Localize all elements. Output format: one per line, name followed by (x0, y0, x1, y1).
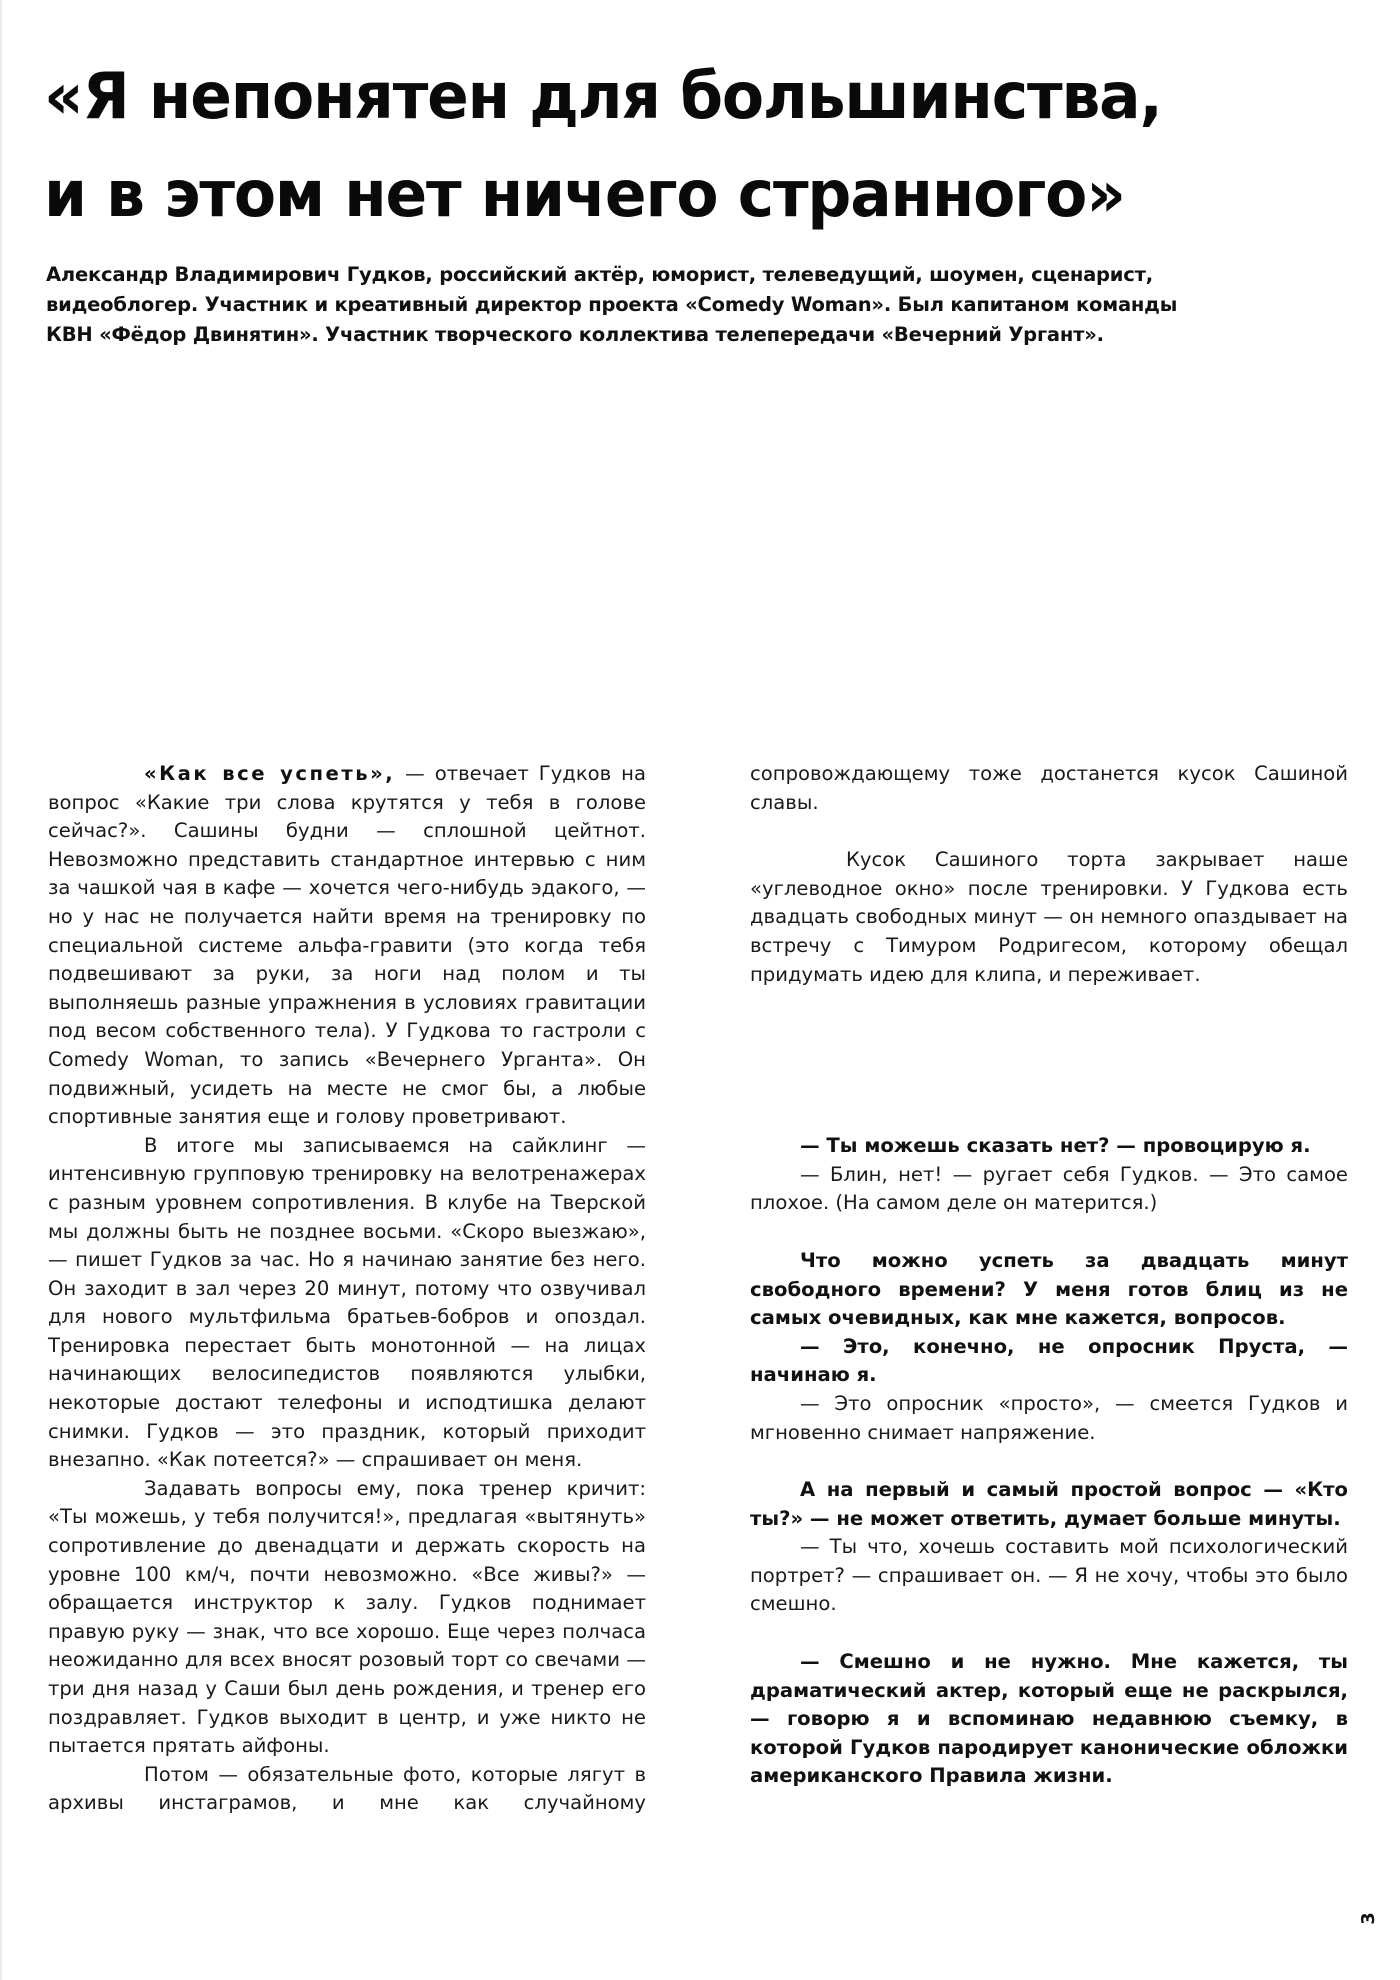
article-lead (46, 260, 1346, 350)
article-title (44, 48, 1311, 244)
page-edge (0, 0, 2, 1980)
lead-line: видеоблогер. Участник и креативный директор проекта «Comedy Woman». Был капитаном команды (46, 293, 1178, 316)
answer-quote: «Как все успеть», (144, 762, 396, 785)
paragraph (48, 760, 646, 1132)
title-line: и в этом нет ничего странного» (44, 158, 1125, 232)
title-line: «Я непонятен для большинства, (44, 60, 1162, 134)
interview-question: — Смешно и не нужно. Мне кажется, ты драматический актер, который еще не раскрылся, — говорю я и вспоминаю недавнюю съемку, в которой Гудков пародирует канонические обложки американского Правила жизни. (750, 1650, 1348, 1788)
paragraph: Задавать вопросы ему, пока тренер кричит: «Ты можешь, у тебя получится!», предлагая «вытянуть» сопротивление до двенадцати и держать скорость на уровне 100 км/ч, почти невозможно. «Все живы?» — обращается инструктор к залу. Гудков поднимает правую руку — знак, что все хорошо. Еще через полчаса неожиданно для всех вносят розовый торт со свечами — три дня назад у Саши был день рождения, и тренер его поздравляет. Гудков выходит в центр, и уже никто не пытается прятать айфоны. (48, 1476, 646, 1758)
paragraph: В итоге мы записываемся на сайклинг — интенсивную групповую тренировку на велотренажерах с разным уровнем сопротивления. В клубе на Тверской мы должны быть не позднее восьми. «Скоро выезжаю», — пишет Гудков за час. Но я начинаю занятие без него. Он заходит в зал через 20 минут, потому что озвучивал для нового мультфильма братьев-бобров и опоздал. Тренировка перестает быть монотонной — на лицах начинающих велосипедистов появляются улыбки, некоторые достают телефоны и исподтишка делают снимки. Гудков — это праздник, который приходит внезапно. «Как потеется?» — спрашивает он меня. (48, 1133, 646, 1472)
left-column (48, 760, 646, 1818)
interview-answer: — Блин, нет! — ругает себя Гудков. — Это самое плохое. (На самом деле он матерится.) (750, 1162, 1348, 1215)
paragraph: Кусок Сашиного торта закрывает наше «углеводное окно» после тренировки. У Гудкова есть двадцать свободных минут — он немного опаздывает на встречу с Тимуром Родригесом, которому обещал придумать идею для клипа, и переживает. (750, 848, 1348, 986)
interview-answer: — Ты что, хочешь составить мой психологический портрет? — спрашивает он. — Я не хочу, чтобы это было смешно. (750, 1535, 1348, 1616)
paragraph: Потом — обязательные фото, которые лягут в архивы инстаграмов, и мне как случайному (48, 1762, 646, 1815)
interview-question: А на первый и самый простой вопрос — «Кто ты?» — не может ответить, думает больше минуты. (750, 1478, 1348, 1530)
lead-line: КВН «Фёдор Двинятин». Участник творческого коллектива телепередачи «Вечерний Ургант». (46, 323, 1104, 346)
interview-answer: — Это опросник «просто», — смеется Гудков и мгновенно снимает напряжение. (750, 1391, 1348, 1444)
page-number: 3 (1357, 1912, 1379, 1925)
interview-question: — Это, конечно, не опросник Пруста, — начинаю я. (750, 1334, 1348, 1387)
paragraph-text: — отвечает Гудков на вопрос «Какие три слова крутятся у тебя в голове сейчас?». Сашины будни — сплошной цейтнот. Невозможно представить стандартное интервью с ним за чашкой чая в кафе — хочется чего-нибудь эдакого, — но у нас не получается найти время на тренировку по специальной системе альфа-гравити (это когда тебя подвешивают за руки, за ноги над полом и ты выполняешь разные упражнения в условиях гравитации под весом собственного тела). У Гудкова то гастроли с Comedy Woman, то запись «Вечернего Урганта». Он подвижный, усидеть на месте не смог бы, а любые спортивные занятия еще и голову проветривают. (48, 762, 646, 1129)
lead-line: Александр Владимирович Гудков, российский актёр, юморист, телеведущий, шоумен, сценарист, (46, 263, 1153, 286)
interview-question: — Ты можешь сказать нет? — провоцирую я. (800, 1134, 1311, 1158)
paragraph-continued: сопровождающему тоже достанется кусок Сашиной славы. (750, 762, 1348, 814)
interview-question: Что можно успеть за двадцать минут свободного времени? У меня готов блиц из не самых очевидных, как мне кажется, вопросов. (750, 1248, 1348, 1330)
right-column (750, 760, 1348, 1791)
